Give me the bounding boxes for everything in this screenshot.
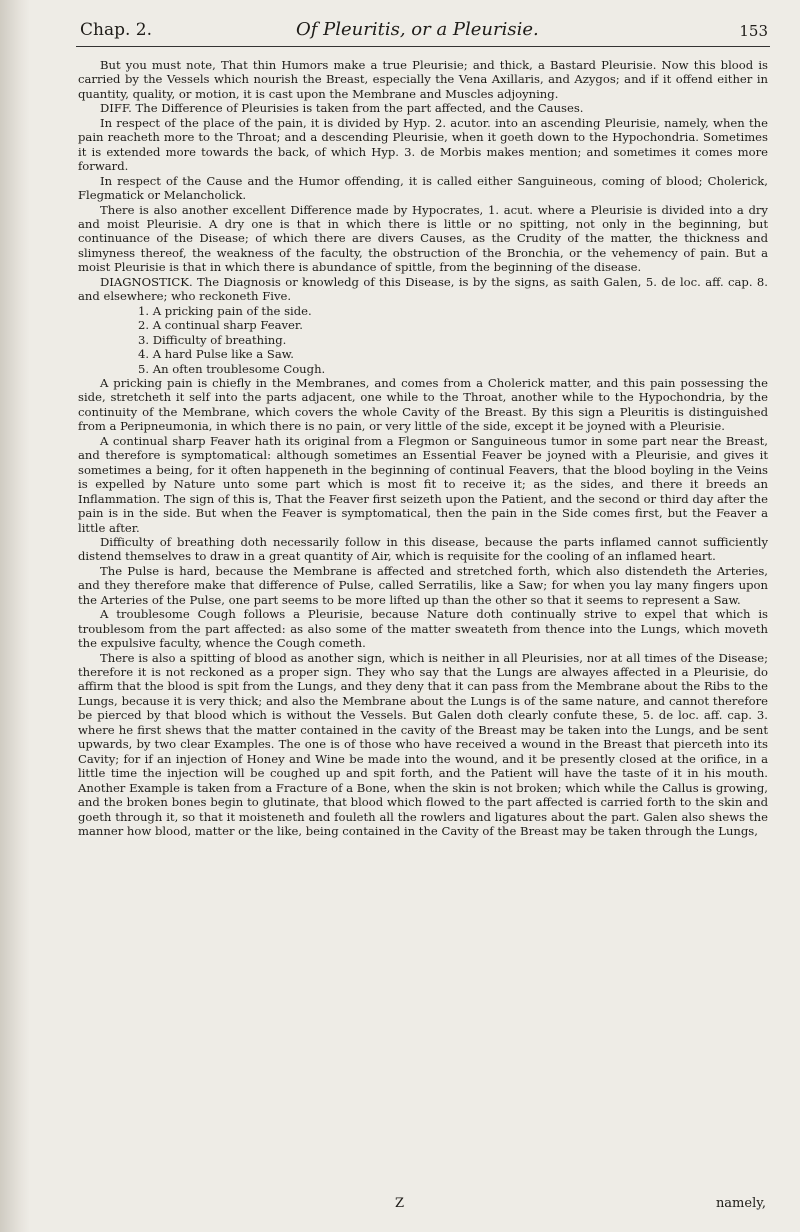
paragraph: The Pulse is hard, because the Membrane is affected and stretched forth, which also distendeth the Arteries, and they therefore make that difference of Pulse, called Serratilis, like a Saw; for when you lay many fingers upon the Arteries of the Pulse, one part seems to be more lifted up than the other so that it seems to represent a Saw. [78,563,768,607]
body-text [78,58,768,838]
running-title: Of Pleuritis, or a Pleurisie. [296,19,539,40]
paragraph: Difficulty of breathing doth necessarily follow in this disease, because the parts inflamed cannot sufficiently distend themselves to draw in a great quantity of Air, which is requisite for the cooling of an inflamed heart. [78,534,768,564]
paragraph: In respect of the Cause and the Humor offending, it is called either Sanguineous, coming of blood; Cholerick, Flegmatick or Melancholick. [78,173,768,203]
paragraph: There is also a spitting of blood as another sign, which is neither in all Pleurisies, nor at all times of the Disease; therefore it is not reckoned as a proper sign. They who say that the Lungs are alwayes affected in a Pleurisie, do affirm that the blood is spit from the Lungs, and they deny that it can pass from the Membrane about the Ribs to the Lungs, because it is very thick; and also the Membrane about the Lungs is of the same nature, and cannot therefore be pierced by that blood which is without the Vessels. But Galen doth clearly confute these, 5. de loc. aff. cap. 3. where he first shews that the matter contained in the cavity of the Breast may be taken into the Lungs, and be sent upwards, by two clear Examples. The one is of those who have received a wound in the Breast that pierceth into its Cavity; for if an injection of Honey and Wine be made into the wound, and it be presently closed at the orifice, in a little time the injection will be coughed up and spit forth, and the Patient will have the taste of it in his mouth. Another Example is taken from a Fracture of a Bone, when the skin is not broken; which while the Callus is growing, and the broken bones begin to glutinate, that blood which flowed to the part affected is carried forth to the skin and goeth through it, so that it moisteneth and fouleth all the rowlers and ligatures about the part. Galen also shews the manner how blood, matter or the like, being contained in the Cavity of the Breast may be taken through the Lungs, [78,650,768,839]
running-header [76,12,770,47]
paragraph: A continual sharp Feaver hath its original from a Flegmon or Sanguineous tumor in some part near the Breast, and therefore is symptomatical: although sometimes an Essential Feaver be joyned with a Pleurisie, and gives it sometimes a being, for it often happeneth in the beginning of continual Feavers, that the blood boyling in the Veins is expelled by Nature unto some part which is most fit to receive it; as the sides, and there it breeds an Inflammation. The sign of this is, That the Feaver first seizeth upon the Patient, and the second or third day after the pain is in the side. But when the Feaver is symptomatical, then the pain in the Side comes first, but the Feaver a little after. [78,433,768,535]
sign-list-item: 3. Difficulty of breathing. [138,332,287,347]
sign-list-item: 4. A hard Pulse like a Saw. [138,347,294,362]
sign-list-item: 5. An often troublesome Cough. [138,361,326,376]
paragraph: DIFF. The Difference of Pleurisies is taken from the part affected, and the Causes. [100,101,584,116]
sign-list-item: 1. A pricking pain of the side. [138,303,312,318]
signature-mark: Z [395,1196,405,1211]
paragraph: DIAGNOSTICK. The Diagnosis or knowledg of this Disease, is by the signs, as saith Galen, 5. de loc. aff. cap. 8. and elsewhere; who reckoneth Five. [78,274,768,304]
paragraph: A troublesome Cough follows a Pleurisie, because Nature doth continually strive to expel that which is troublesom from the part affected: as also some of the matter sweateth from thence into the Lungs, which moveth the expulsive faculty, whence the Cough cometh. [78,607,768,651]
paragraph: There is also another excellent Difference made by Hypocrates, 1. acut. where a Pleurisie is divided into a dry and moist Pleurisie. A dry one is that in which there is little or no spitting, not only in the beginning, but continuance of the Disease; of which there are divers Causes, as the Crudity of the matter, the thickness and slimyness thereof, the weakness of the faculty, the obstruction of the Bronchia, or the vehemency of pain. But a moist Pleurisie is that in which there is abundance of spittle, from the beginning of the disease. [78,202,768,275]
page-binding-shadow [0,0,30,1232]
paragraph: But you must note, That thin Humors make a true Pleurisie; and thick, a Bastard Pleurisie. Now this blood is carried by the Vessels which nourish the Breast, especially the Vena Axillaris, and Azygos; and if it offend either in quantity, quality, or motion, it is cast upon the Membrane and Muscles adjoyning. [78,58,768,101]
page-number: 153 [739,22,768,40]
catchword: namely, [715,1196,766,1211]
chapter-label: Chap. 2. [80,20,153,40]
sign-list-item: 2. A continual sharp Feaver. [138,318,303,333]
paragraph: In respect of the place of the pain, it is divided by Hyp. 2. acutor. into an ascending Pleurisie, namely, when the pain reacheth more to the Throat; and a descending Pleurisie, when it goeth down to the Hypochondria. Sometimes it is extended more towards the back, of which Hyp. 3. de Morbis makes mention; and sometimes it comes more forward. [78,115,768,174]
paragraph: A pricking pain is chiefly in the Membranes, and comes from a Cholerick matter, and this pain possessing the side, stretcheth it self into the parts adjacent, one while to the Throat, another while to the Hypochondria, by the continuity of the Membrane, which covers the whole Cavity of the Breast. By this sign a Pleuritis is distinguished from a Peripneumonia, in which there is no pain, or very little of the side, except it be joyned with a Pleurisie. [78,375,768,434]
